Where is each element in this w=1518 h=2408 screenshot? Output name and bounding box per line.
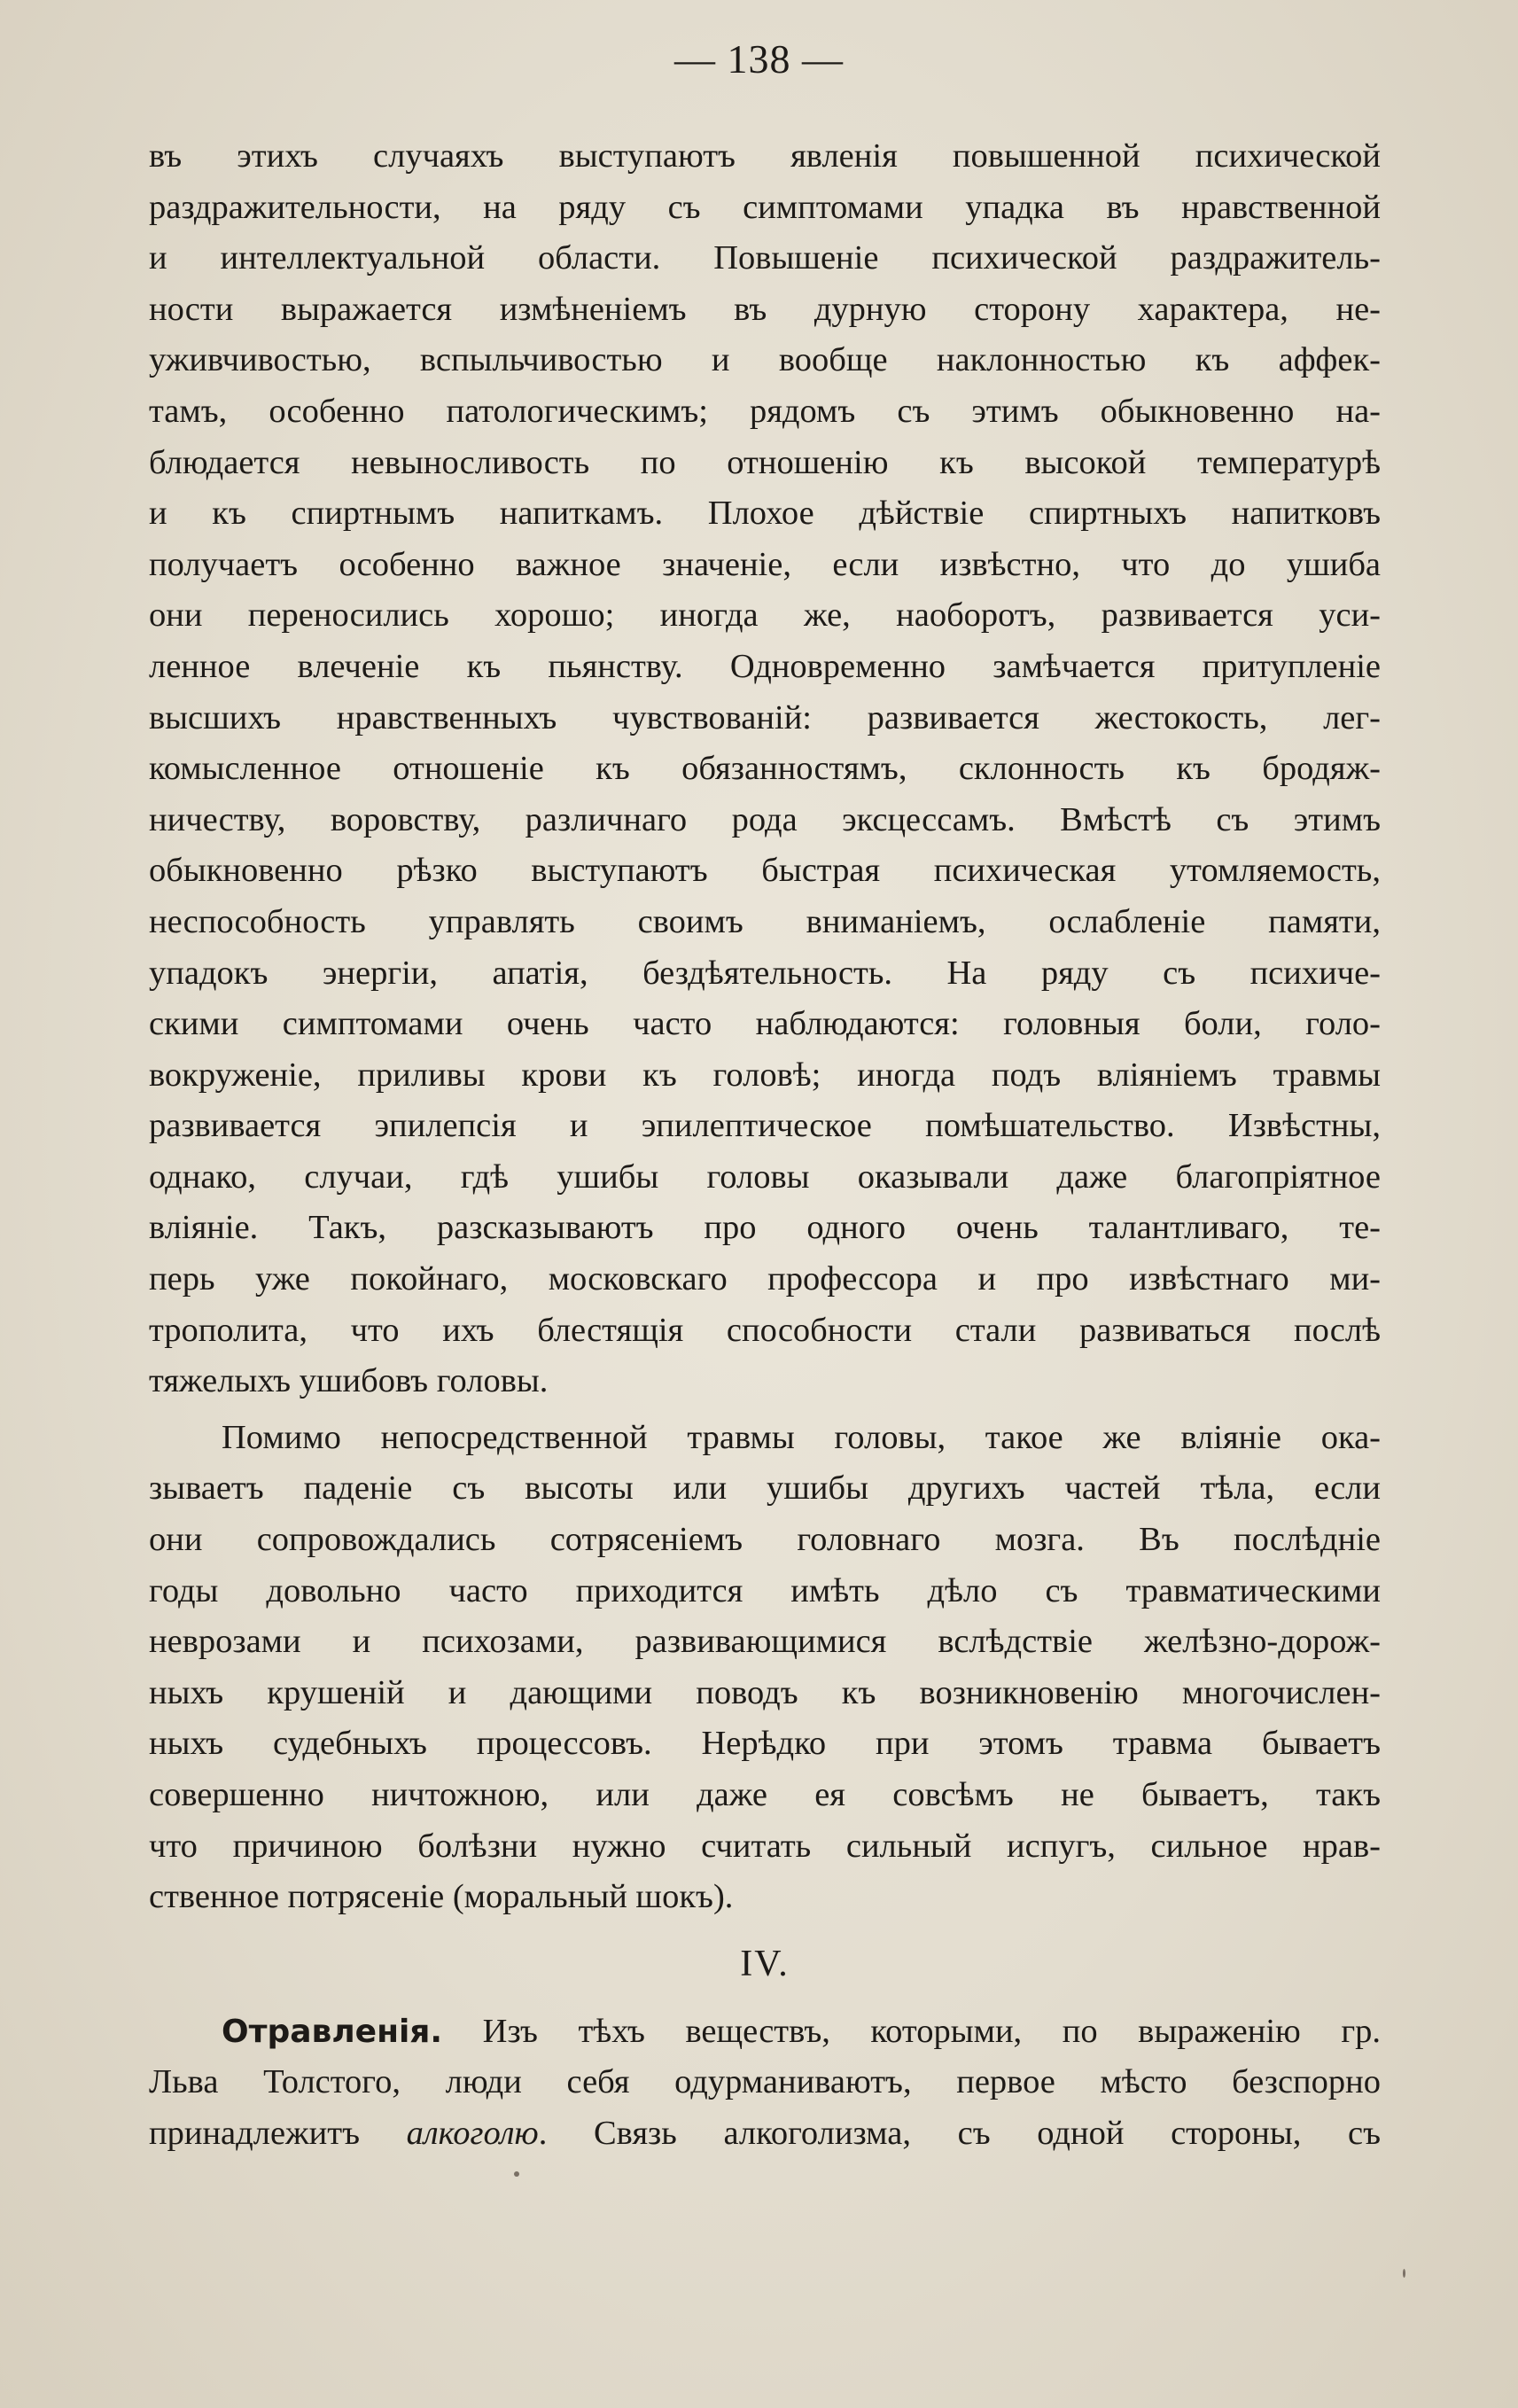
text-line: вліяніе. Такъ, разсказываютъ про одного очень талантливаго, те- xyxy=(149,1209,1381,1247)
text-line: блюдается невыносливость по отношенію къ высокой температурѣ xyxy=(149,443,1381,481)
text-line: ничеству, воровству, различнаго рода эксцессамъ. Вмѣстѣ съ этимъ xyxy=(149,800,1381,838)
text-line: они сопровождались сотрясеніемъ головнаго мозга. Въ послѣдніе xyxy=(149,1521,1381,1559)
text-line: и къ спиртнымъ напиткамъ. Плохое дѣйствіе спиртныхъ напитковъ xyxy=(149,495,1381,533)
text-line: однако, случаи, гдѣ ушибы головы оказывали даже благопріятное xyxy=(149,1157,1381,1196)
text-line xyxy=(149,2007,1381,2058)
text-line: обыкновенно рѣзко выступаютъ быстрая психическая утомляемость, xyxy=(149,852,1381,890)
text-line: что причиною болѣзни нужно считать сильный испугъ, сильное нрав- xyxy=(149,1827,1381,1865)
text-line: и интеллектуальной области. Повышеніе психической раздражитель- xyxy=(149,239,1381,277)
text-line: совершенно ничтожною, или даже ея совсѣмъ не бываетъ, такъ xyxy=(149,1776,1381,1813)
paragraph-injury-effects xyxy=(149,131,1381,1407)
text-run: принадлежитъ xyxy=(149,2114,407,2152)
text-line: тяжелыхъ ушибовъ головы. xyxy=(149,1362,549,1400)
text-run: . Связь алкоголизма, съ одной стороны, съ xyxy=(538,2114,1381,2152)
text-line: тамъ, особенно патологическимъ; рядомъ съ этимъ обыкновенно на- xyxy=(149,392,1381,430)
text-line: уживчивостью, вспыльчивостью и вообще наклонностью къ аффек- xyxy=(149,341,1381,379)
page-number: — 138 — xyxy=(674,36,844,82)
text-line: развивается эпилепсія и эпилептическое помѣшательство. Извѣстны, xyxy=(149,1107,1381,1145)
text-line: ныхъ судебныхъ процессовъ. Нерѣдко при этомъ травма бываетъ xyxy=(149,1725,1381,1763)
text-line: ности выражается измѣненіемъ въ дурную сторону характера, не- xyxy=(149,290,1381,328)
text-line: Льва Толстого, люди себя одурманиваютъ, первое мѣсто безспорно xyxy=(149,2063,1381,2101)
text-line: упадокъ энергіи, апатія, бездѣятельность. На ряду съ психиче- xyxy=(149,954,1381,992)
text-line: неспособность управлять своимъ вниманіемъ, ослабленіе памяти, xyxy=(149,902,1381,940)
text-line: зываетъ паденіе съ высоты или ушибы другихъ частей тѣла, если xyxy=(149,1469,1381,1508)
text-line: ленное влеченіе къ пьянству. Одновременно замѣчается притупленіе xyxy=(149,647,1381,685)
text-line: высшихъ нравственныхъ чувствованій: развивается жестокость, лег- xyxy=(149,698,1381,736)
run-in-heading: Отравленія. xyxy=(222,2013,443,2050)
paragraph-traumatic-neuroses xyxy=(149,1413,1381,1923)
text-line: раздражительности, на ряду съ симптомами упадка въ нравственной xyxy=(149,188,1381,226)
text-line: ныхъ крушеній и дающими поводъ къ возникновенію многочислен- xyxy=(149,1673,1381,1711)
text-line: получаетъ особенно важное значеніе, если извѣстно, что до ушиба xyxy=(149,545,1381,583)
text-run: Изъ тѣхъ веществъ, которыми, по выраженію гр. xyxy=(442,2012,1381,2050)
paragraph-poisoning xyxy=(149,2007,1381,2160)
text-line: скими симптомами очень часто наблюдаются: головныя боли, голо- xyxy=(149,1005,1381,1043)
section-heading: IV. xyxy=(740,1943,790,1984)
text-line: ственное потрясеніе (моральный шокъ). xyxy=(149,1878,734,1916)
text-line: они переносились хорошо; иногда же, наоборотъ, развивается уси- xyxy=(149,596,1381,635)
text-line: Помимо непосредственной травмы головы, такое же вліяніе ока- xyxy=(222,1418,1381,1456)
paper-speck xyxy=(514,2171,519,2177)
emphasized-word: алкоголю xyxy=(406,2114,539,2152)
text-line: перь уже покойнаго, московскаго профессора и про извѣстнаго ми- xyxy=(149,1260,1381,1298)
paper-speck xyxy=(1403,2269,1405,2278)
text-line: комысленное отношеніе къ обязанностямъ, склонность къ бродяж- xyxy=(149,750,1381,788)
text-line: въ этихъ случаяхъ выступаютъ явленія повышенной психической xyxy=(149,137,1381,175)
text-line: вокруженіе, приливы крови къ головѣ; иногда подъ вліяніемъ травмы xyxy=(149,1056,1381,1094)
text-line: годы довольно часто приходится имѣть дѣло съ травматическими xyxy=(149,1571,1381,1609)
text-line xyxy=(149,2108,1381,2160)
text-line: трополита, что ихъ блестящія способности стали развиваться послѣ xyxy=(149,1311,1381,1349)
text-line: неврозами и психозами, развивающимися вслѣдствіе желѣзно-дорож- xyxy=(149,1623,1381,1661)
body-text xyxy=(149,131,1381,2160)
